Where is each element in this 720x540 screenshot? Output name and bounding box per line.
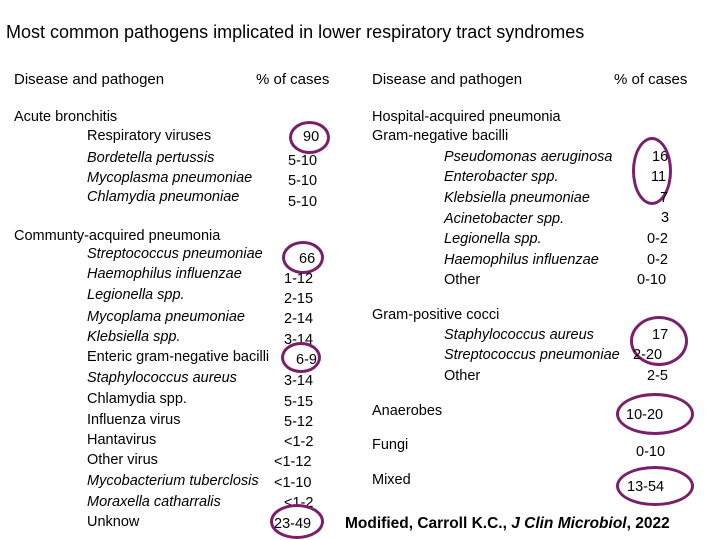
- cap-value: <1-2: [284, 434, 314, 450]
- bronchitis-value: 5-10: [288, 173, 318, 189]
- highlight-circle: [281, 342, 321, 373]
- left-disease-header: Disease and pathogen: [14, 71, 165, 88]
- bronchitis-value: 5-10: [288, 153, 318, 169]
- highlight-circle: [616, 393, 694, 435]
- bronchitis-pathogen: Bordetella pertussis: [87, 150, 215, 166]
- hap-pathogen: Other: [444, 368, 481, 384]
- cap-pathogen: Mycobacterium tuberclosis: [87, 473, 259, 489]
- hap-value: 0-2: [647, 252, 668, 268]
- left-cases-header: % of cases: [256, 71, 330, 88]
- hap-pathogen: Streptococcus pneumoniae: [444, 347, 620, 363]
- anaerobes-value: 10-20: [626, 407, 664, 423]
- cap-value: 3-14: [284, 332, 314, 348]
- cap-pathogen: Enteric gram-negative bacilli: [87, 349, 270, 365]
- cap-value: <1-10: [274, 475, 312, 491]
- hap-pathogen: Haemophilus influenzae: [444, 252, 599, 268]
- hap-value: 2-5: [647, 368, 668, 384]
- cap-value: <1-2: [284, 495, 314, 511]
- citation: [345, 516, 670, 532]
- hap-pathogen: Staphylococcus aureus: [444, 327, 594, 343]
- hap-value: 0-2: [647, 231, 668, 247]
- bronchitis-value: 90: [303, 129, 320, 145]
- cap-value: <1-12: [274, 454, 312, 470]
- anaerobes-label: Anaerobes: [372, 403, 443, 419]
- bronchitis-value: 5-10: [288, 194, 318, 210]
- citation-journal: J Clin Microbiol: [511, 515, 627, 532]
- hap-pathogen: Enterobacter spp.: [444, 169, 559, 185]
- hap-value: 17: [652, 327, 669, 343]
- bronchitis-heading: Acute bronchitis: [14, 109, 118, 125]
- hap-pathogen: Legionella spp.: [444, 231, 542, 247]
- mixed-label: Mixed: [372, 472, 411, 488]
- cap-value: 23-49: [274, 516, 312, 532]
- highlight-circle: [289, 121, 330, 154]
- bronchitis-pathogen: Chlamydia pneumoniae: [87, 189, 240, 205]
- cap-pathogen: Chlamydia spp.: [87, 391, 187, 407]
- fungi-value: 0-10: [636, 444, 666, 460]
- mixed-value: 13-54: [627, 479, 665, 495]
- hap-pathogen: Other: [444, 272, 481, 288]
- cap-value: 66: [299, 251, 316, 267]
- hap-pathogen: Acinetobacter spp.: [444, 211, 565, 227]
- cap-pathogen: Unknow: [87, 514, 140, 530]
- cap-pathogen: Staphylococcus aureus: [87, 370, 237, 386]
- cap-pathogen: Legionella spp.: [87, 287, 185, 303]
- hap-value: 7: [660, 190, 669, 206]
- gram-negative-heading: Gram-negative bacilli: [372, 128, 509, 144]
- highlight-circle: [282, 241, 324, 274]
- cap-pathogen: Mycoplama pneumoniae: [87, 309, 245, 325]
- hap-pathogen: Pseudomonas aeruginosa: [444, 149, 613, 165]
- cap-heading: Communty-acquired pneumonia: [14, 228, 221, 244]
- cap-value: 2-14: [284, 311, 314, 327]
- cap-pathogen: Haemophilus influenzae: [87, 266, 242, 282]
- cap-value: 1-12: [284, 271, 314, 287]
- cap-pathogen: Klebsiella spp.: [87, 329, 181, 345]
- cap-pathogen: Other virus: [87, 452, 158, 468]
- cap-pathogen: Moraxella catharralis: [87, 494, 221, 510]
- cap-value: 2-15: [284, 291, 314, 307]
- cap-value: 3-14: [284, 373, 314, 389]
- cap-value: 5-15: [284, 394, 314, 410]
- page-title: Most common pathogens implicated in lower respiratory tract syndromes: [6, 22, 585, 42]
- citation-suffix: , 2022: [626, 515, 670, 532]
- highlight-circle: [270, 504, 324, 539]
- highlight-circle: [616, 466, 694, 506]
- cap-pathogen: Influenza virus: [87, 412, 181, 428]
- hap-value: 3: [661, 210, 670, 226]
- right-disease-header: Disease and pathogen: [372, 71, 523, 88]
- cap-pathogen: Streptococcus pneumoniae: [87, 246, 263, 262]
- cap-value: 5-12: [284, 414, 314, 430]
- right-cases-header: % of cases: [614, 71, 688, 88]
- hap-value: 2-20: [633, 347, 663, 363]
- bronchitis-pathogen: Respiratory viruses: [87, 128, 212, 144]
- gram-positive-heading: Gram-positive cocci: [372, 307, 500, 323]
- bronchitis-pathogen: Mycoplasma pneumoniae: [87, 170, 253, 186]
- cap-pathogen: Hantavirus: [87, 432, 157, 448]
- fungi-label: Fungi: [372, 437, 409, 453]
- hap-value: 0-10: [637, 272, 667, 288]
- hap-value: 11: [651, 169, 667, 185]
- hap-value: 16: [652, 149, 669, 165]
- citation-prefix: Modified, Carroll K.C.,: [345, 515, 512, 532]
- hap-pathogen: Klebsiella pneumoniae: [444, 190, 590, 206]
- cap-value: 6-9: [296, 352, 317, 368]
- hap-heading: Hospital-acquired pneumonia: [372, 109, 561, 125]
